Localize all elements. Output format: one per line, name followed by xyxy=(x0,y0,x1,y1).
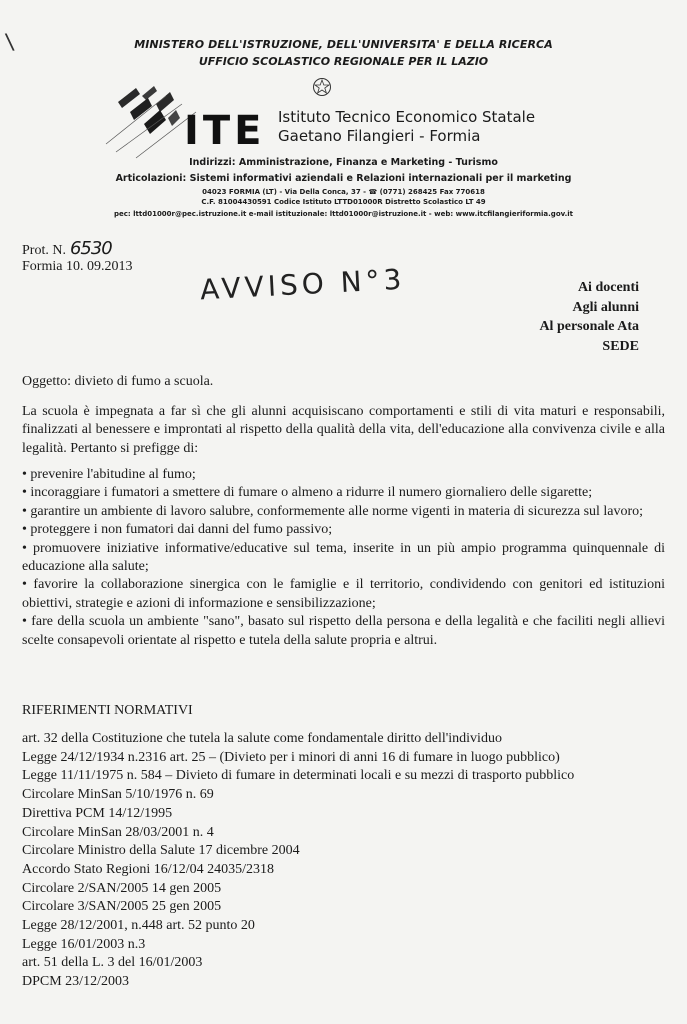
list-item: Circolare MinSan 5/10/1976 n. 69 xyxy=(22,787,214,803)
recipient: SEDE xyxy=(602,338,639,354)
school-type: Istituto Tecnico Economico Statale xyxy=(278,108,536,126)
list-item: • fare della scuola un ambiente "sano", basato sul rispetto della persona e della legalità e che faciliti negli allievi scelte consapevoli orientate al rispetto e tutela della salute propria e altrui. xyxy=(22,614,665,648)
articolazioni-line: Articolazioni: Sistemi informativi aziendali e Relazioni internazionali per il marketing xyxy=(115,173,572,184)
republic-emblem-icon xyxy=(312,76,332,98)
list-item: DPCM 23/12/2003 xyxy=(22,974,129,990)
list-item: • garantire un ambiente di lavoro salubre, conformemente alle norme vigenti in materia di sicurezza sul lavoro; xyxy=(22,503,644,519)
list-item: Legge 16/01/2003 n.3 xyxy=(22,936,146,952)
list-item: Circolare 3/SAN/2005 25 gen 2005 xyxy=(22,899,222,915)
recipients-block xyxy=(539,278,639,356)
list-item: Accordo Stato Regioni 16/12/04 24035/2318 xyxy=(22,861,274,877)
list-item: • promuovere iniziative informative/educative sul tema, inserite in un più ampio programma quinquennale di educazione alla salute; xyxy=(22,540,665,575)
list-item: Circolare 2/SAN/2005 14 gen 2005 xyxy=(22,880,222,896)
contacts-line: pec: lttd01000r@pec.istruzione.it e-mail istituzionale: lttd01000r@istruzione.it - web: www.itcfilangieriformia.gov.it xyxy=(113,210,574,218)
protocol-label: Prot. N. xyxy=(22,243,66,258)
intro-paragraph: La scuola è impegnata a far sì che gli alunni acquisiscano comportamenti e stili di vita maturi e responsabili, finalizzati al benessere e improntati al rispetto della qualità della vita, dell'educazione alla convivenza civile e alla legalità. Pertanto si prefigge di: xyxy=(22,404,665,456)
school-name: Gaetano Filangieri - Formia xyxy=(278,127,481,145)
office-heading: UFFICIO SCOLASTICO REGIONALE PER IL LAZIO xyxy=(198,55,489,68)
list-item: Direttiva PCM 14/12/1995 xyxy=(22,805,173,821)
list-item: • incoraggiare i fumatori a smettere di fumare o almeno a ridurre il numero giornaliero delle sigarette; xyxy=(22,485,593,501)
references-heading: RIFERIMENTI NORMATIVI xyxy=(22,703,193,718)
school-logo xyxy=(96,82,276,162)
recipient: Ai docenti xyxy=(577,280,639,295)
address-line: 04023 FORMIA (LT) - Via Della Conca, 37 - ☎ (0771) 268425 Fax 770618 xyxy=(202,188,485,196)
list-item: Circolare Ministro della Salute 17 dicembre 2004 xyxy=(22,843,300,859)
protocol-number xyxy=(22,238,112,259)
objectives-list xyxy=(22,466,665,650)
list-item: Legge 11/11/1975 n. 584 – Divieto di fumare in determinati locali e su mezzi di trasporto pubblico xyxy=(22,768,575,784)
list-item: art. 51 della L. 3 del 16/01/2003 xyxy=(22,955,203,971)
protocol-handwritten-number: 6530 xyxy=(69,238,112,259)
list-item: art. 32 della Costituzione che tutela la salute come fondamentale diritto dell'individuo xyxy=(22,731,502,746)
codes-line: C.F. 81004430591 Codice Istituto LTTD01000R Distretto Scolastico LT 49 xyxy=(201,198,486,206)
ministry-heading: MINISTERO DELL'ISTRUZIONE, DELL'UNIVERSITA' E DELLA RICERCA xyxy=(134,38,553,51)
list-item: • favorire la collaborazione sinergica con le famiglie e il territorio, condividendo con genitori ed istituzioni obiettivi, strategie e azioni di informazione e sensibilizzazione; xyxy=(22,577,665,611)
list-item: Legge 28/12/2001, n.448 art. 52 punto 20 xyxy=(22,918,255,934)
pen-mark: \ xyxy=(4,29,16,56)
logo-text: ITE xyxy=(184,108,266,154)
recipient: Agli alunni xyxy=(572,299,639,315)
document-date: Formia 10. 09.2013 xyxy=(22,259,133,274)
indirizzi-line: Indirizzi: Amministrazione, Finanza e Marketing - Turismo xyxy=(189,157,498,168)
list-item: • prevenire l'abitudine al fumo; xyxy=(22,467,196,482)
recipient: Al personale Ata xyxy=(539,319,639,334)
avviso-handwritten: AVVISO N°3 xyxy=(199,262,407,307)
list-item: • proteggere i non fumatori dai danni del fumo passivo; xyxy=(22,522,333,538)
list-item: Circolare MinSan 28/03/2001 n. 4 xyxy=(22,824,214,840)
list-item: Legge 24/12/1934 n.2316 art. 25 – (Divieto per i minori di anni 16 di fumare in luogo pubblico) xyxy=(22,749,560,765)
subject-line: Oggetto: divieto di fumo a scuola. xyxy=(22,374,214,389)
references-list xyxy=(22,730,665,992)
